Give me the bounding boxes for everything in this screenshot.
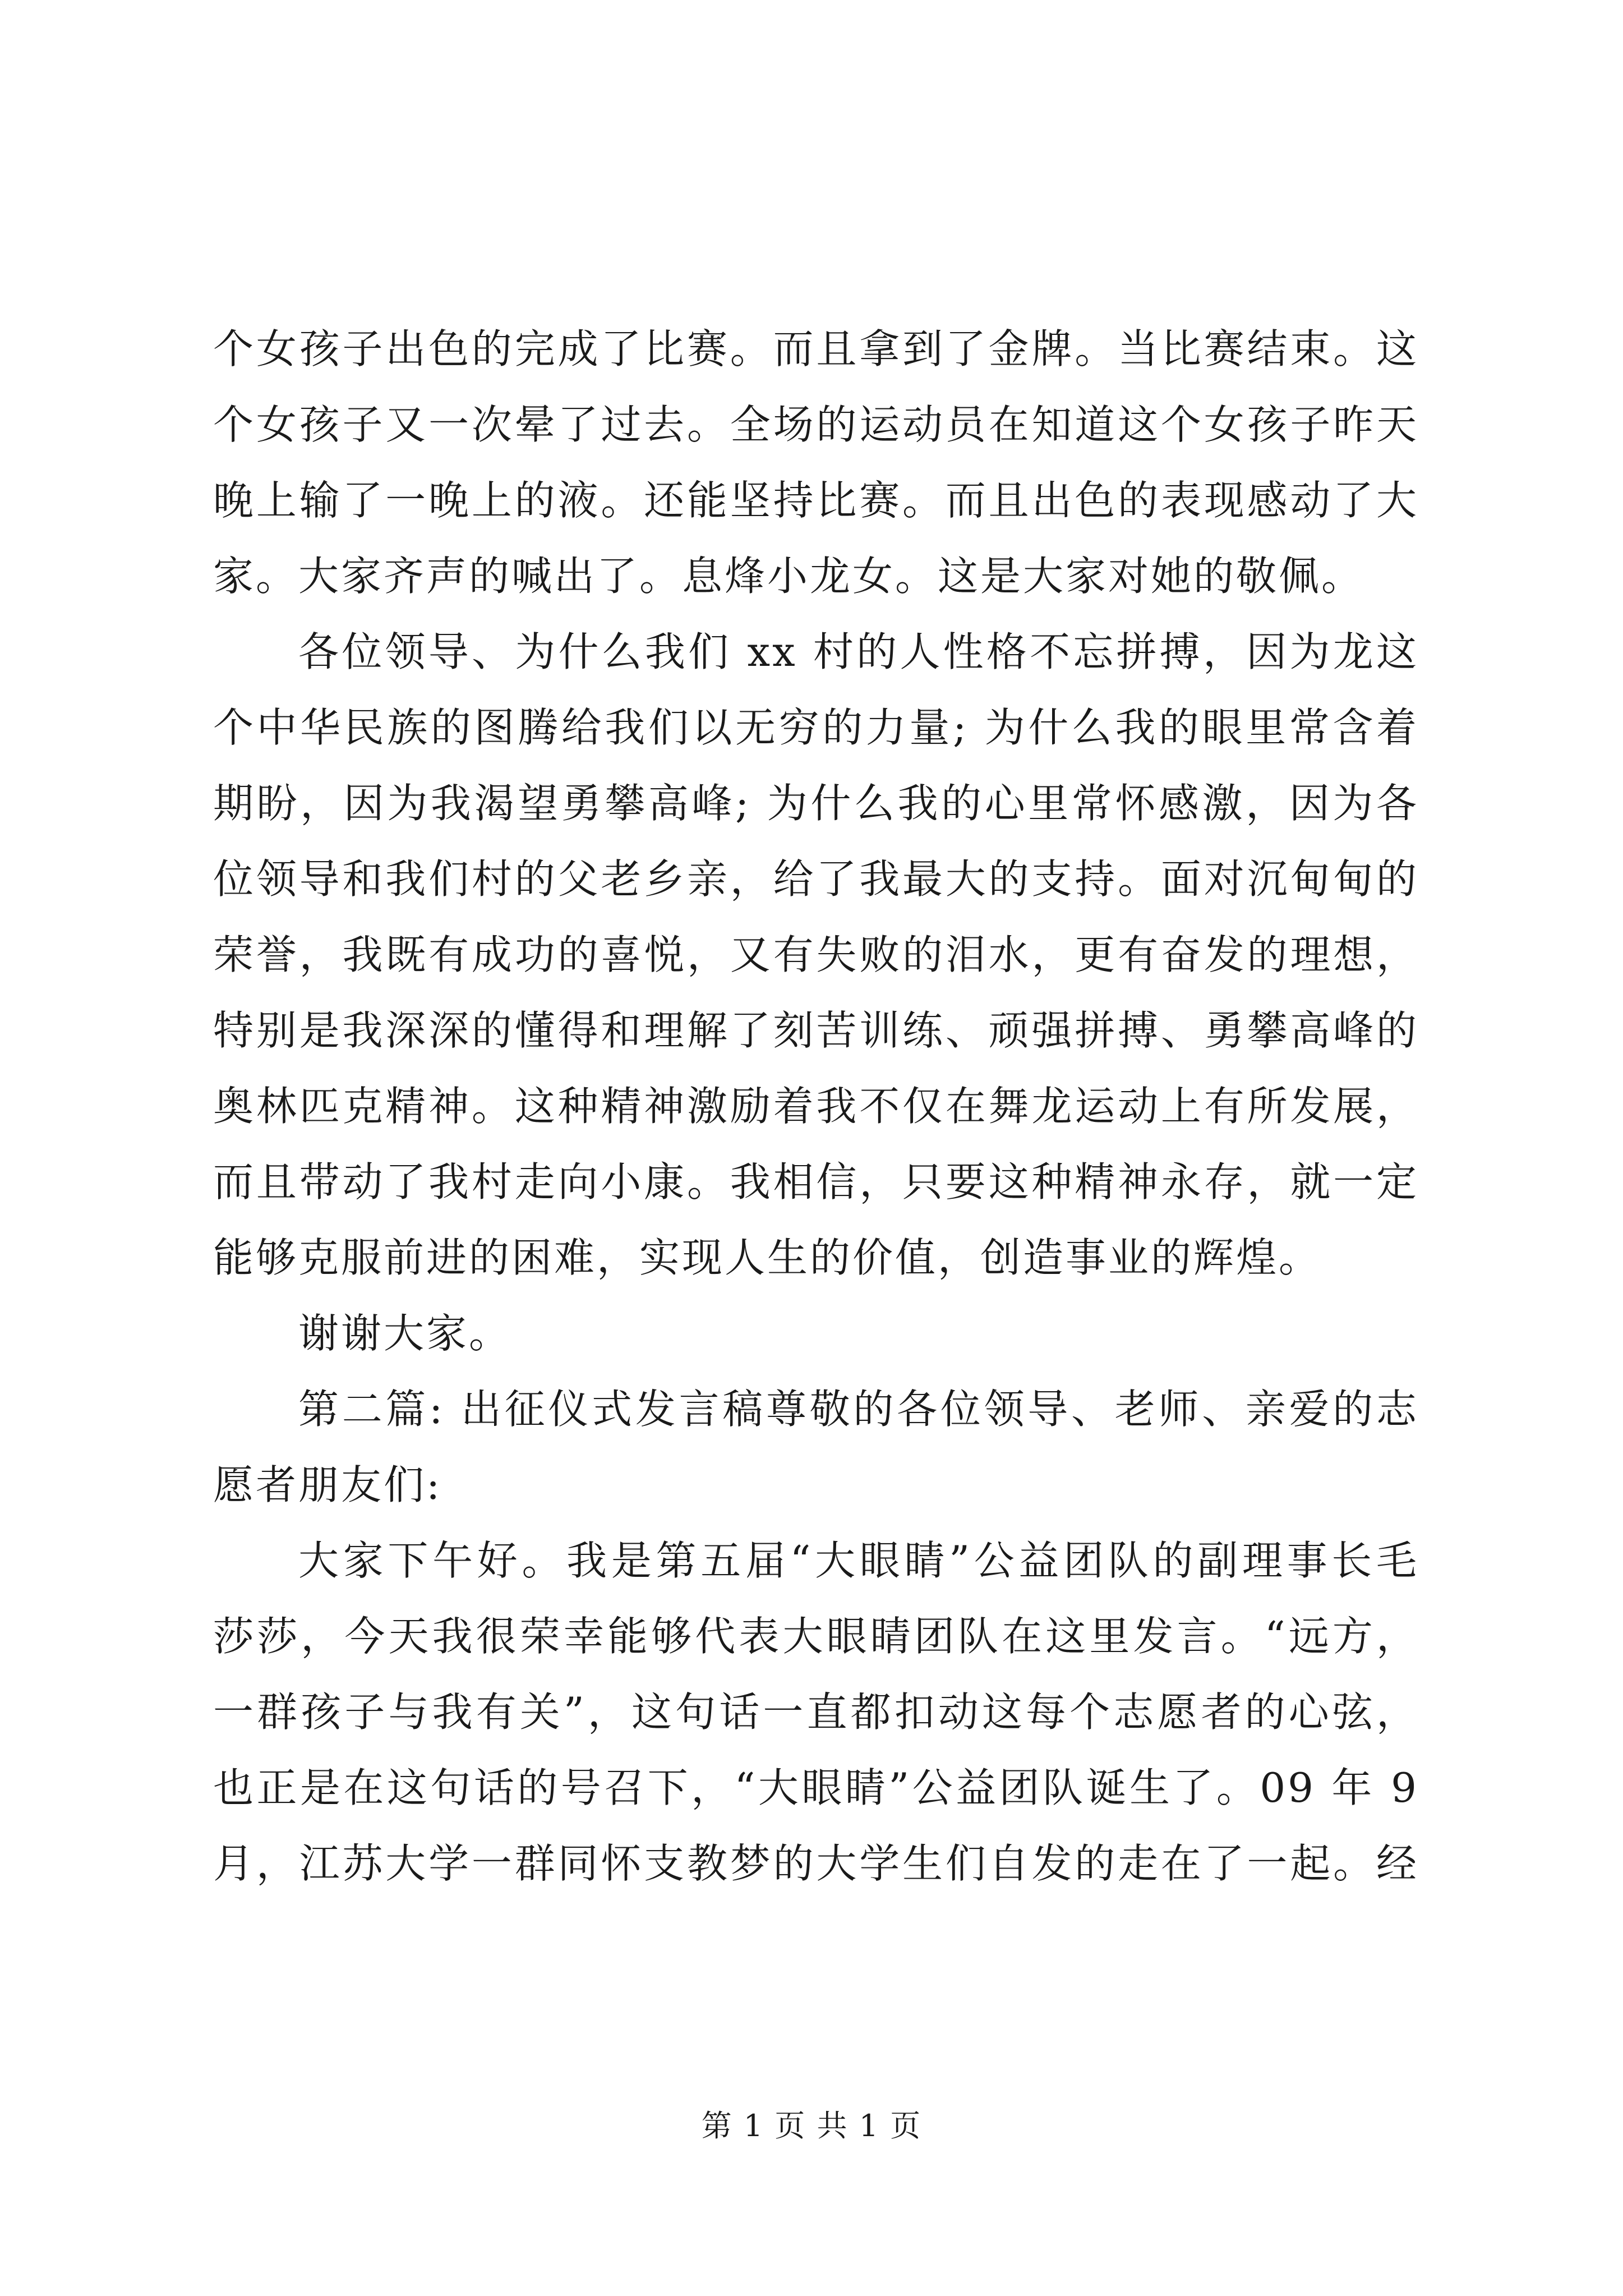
text-line: 也正是在这句话的号召下，“大眼睛”公益团队诞生了。09 年 9	[213, 1764, 1419, 1811]
document-body	[213, 311, 1419, 1902]
text-line: 荣誉，我既有成功的喜悦，又有失败的泪水，更有奋发的理想，	[213, 931, 1419, 978]
text-line: 个中华民族的图腾给我们以无穷的力量; 为什么我的眼里常含着	[213, 704, 1419, 751]
text-line: 家。大家齐声的喊出了。息烽小龙女。这是大家对她的敬佩。	[213, 553, 1364, 600]
text-line: 奥林匹克精神。这种精神激励着我不仅在舞龙运动上有所发展，	[213, 1083, 1419, 1130]
text-line: 位领导和我们村的父老乡亲，给了我最大的支持。面对沉甸甸的	[213, 855, 1419, 903]
text-line: 晚上输了一晚上的液。还能坚持比赛。而且出色的表现感动了大	[213, 477, 1419, 524]
text-line: 一群孩子与我有关”，这句话一直都扣动这每个志愿者的心弦，	[213, 1688, 1419, 1736]
text-line: 而且带动了我村走向小康。我相信，只要这种精神永存，就一定	[213, 1158, 1419, 1205]
text-line: 谢谢大家。	[298, 1310, 512, 1357]
page-footer: 第 1 页 共 1 页	[701, 2108, 922, 2143]
text-line: 期盼，因为我渴望勇攀高峰; 为什么我的心里常怀感激，因为各	[213, 780, 1419, 827]
text-line: 能够克服前进的困难，实现人生的价值，创造事业的辉煌。	[213, 1234, 1322, 1281]
text-line: 月，江苏大学一群同怀支教梦的大学生们自发的走在了一起。经	[213, 1840, 1419, 1887]
text-line: 特别是我深深的懂得和理解了刻苦训练、顽强拼搏、勇攀高峰的	[213, 1007, 1419, 1054]
text-line: 愿者朋友们:	[213, 1461, 442, 1508]
text-line: 第二篇: 出征仪式发言稿尊敬的各位领导、老师、亲爱的志	[298, 1386, 1419, 1433]
text-line: 个女孩子又一次晕了过去。全场的运动员在知道这个女孩子昨天	[213, 401, 1419, 448]
text-line: 莎莎，今天我很荣幸能够代表大眼睛团队在这里发言。“远方，	[213, 1613, 1419, 1660]
text-line: 各位领导、为什么我们 xx 村的人性格不忘拼搏，因为龙这	[298, 628, 1419, 675]
text-line: 个女孩子出色的完成了比赛。而且拿到了金牌。当比赛结束。这	[213, 325, 1419, 372]
text-line: 大家下午好。我是第五届“大眼睛”公益团队的副理事长毛	[298, 1537, 1419, 1584]
